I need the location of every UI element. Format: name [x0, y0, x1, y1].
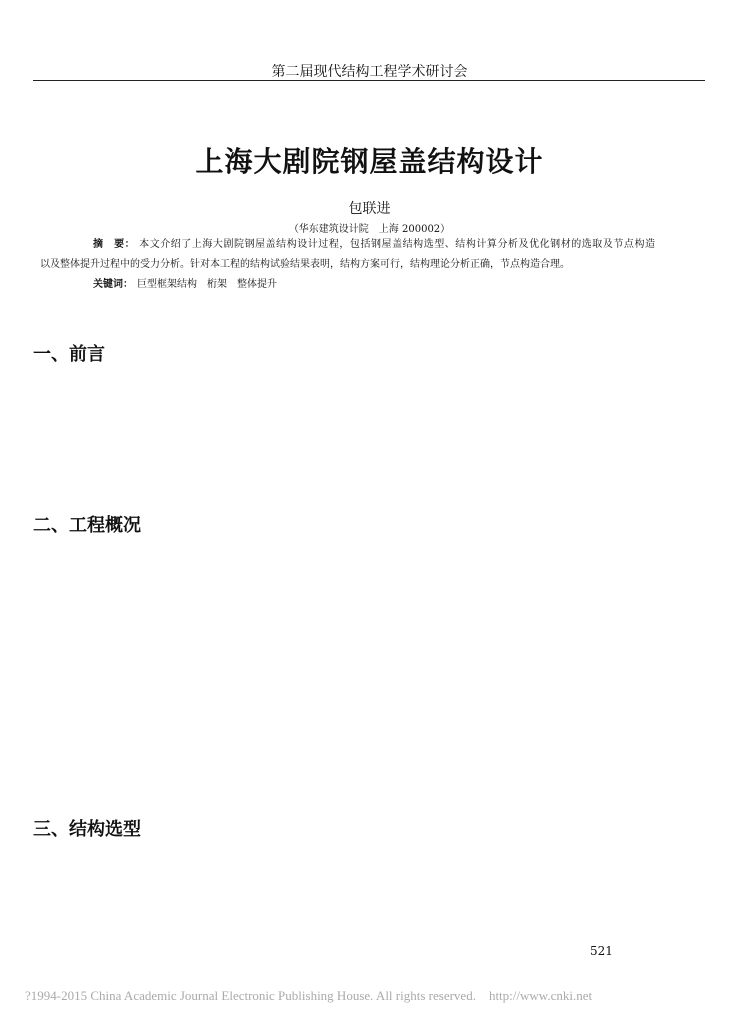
copyright-footer: ?1994-2015 China Academic Journal Electronic Publishing House. All rights reserved. http://www.cnki.net: [25, 988, 593, 1003]
author: 包联进: [348, 201, 391, 217]
keywords: [93, 275, 287, 290]
running-head: 第二届现代结构工程学术研讨会: [271, 64, 468, 80]
affiliation: （华东建筑设计院 上海 200002）: [288, 224, 451, 235]
abstract: [40, 235, 655, 275]
page-number: 521: [590, 944, 613, 958]
keyword: 巨型框架结构: [137, 279, 197, 290]
header-rule: [33, 80, 705, 81]
section-heading: 一、前言: [33, 344, 105, 365]
keywords-label: 关键词：: [93, 279, 133, 290]
section-heading: 三、结构选型: [33, 819, 141, 840]
keyword: 桁架: [207, 279, 227, 290]
abstract-text: 本文介绍了上海大剧院钢屋盖结构设计过程，包括钢屋盖结构选型、结构计算分析及优化钢材的选取及节点构造: [139, 239, 655, 250]
keyword: 整体提升: [237, 279, 277, 290]
page-title: 上海大剧院钢屋盖结构设计: [195, 145, 544, 178]
section-heading: 二、工程概况: [33, 515, 141, 536]
abstract-label: 摘 要：: [93, 239, 136, 250]
abstract-line: [40, 235, 655, 255]
abstract-line: 以及整体提升过程中的受力分析。针对本工程的结构试验结果表明，结构方案可行，结构理论分析正确，节点构造合理。: [40, 259, 570, 270]
